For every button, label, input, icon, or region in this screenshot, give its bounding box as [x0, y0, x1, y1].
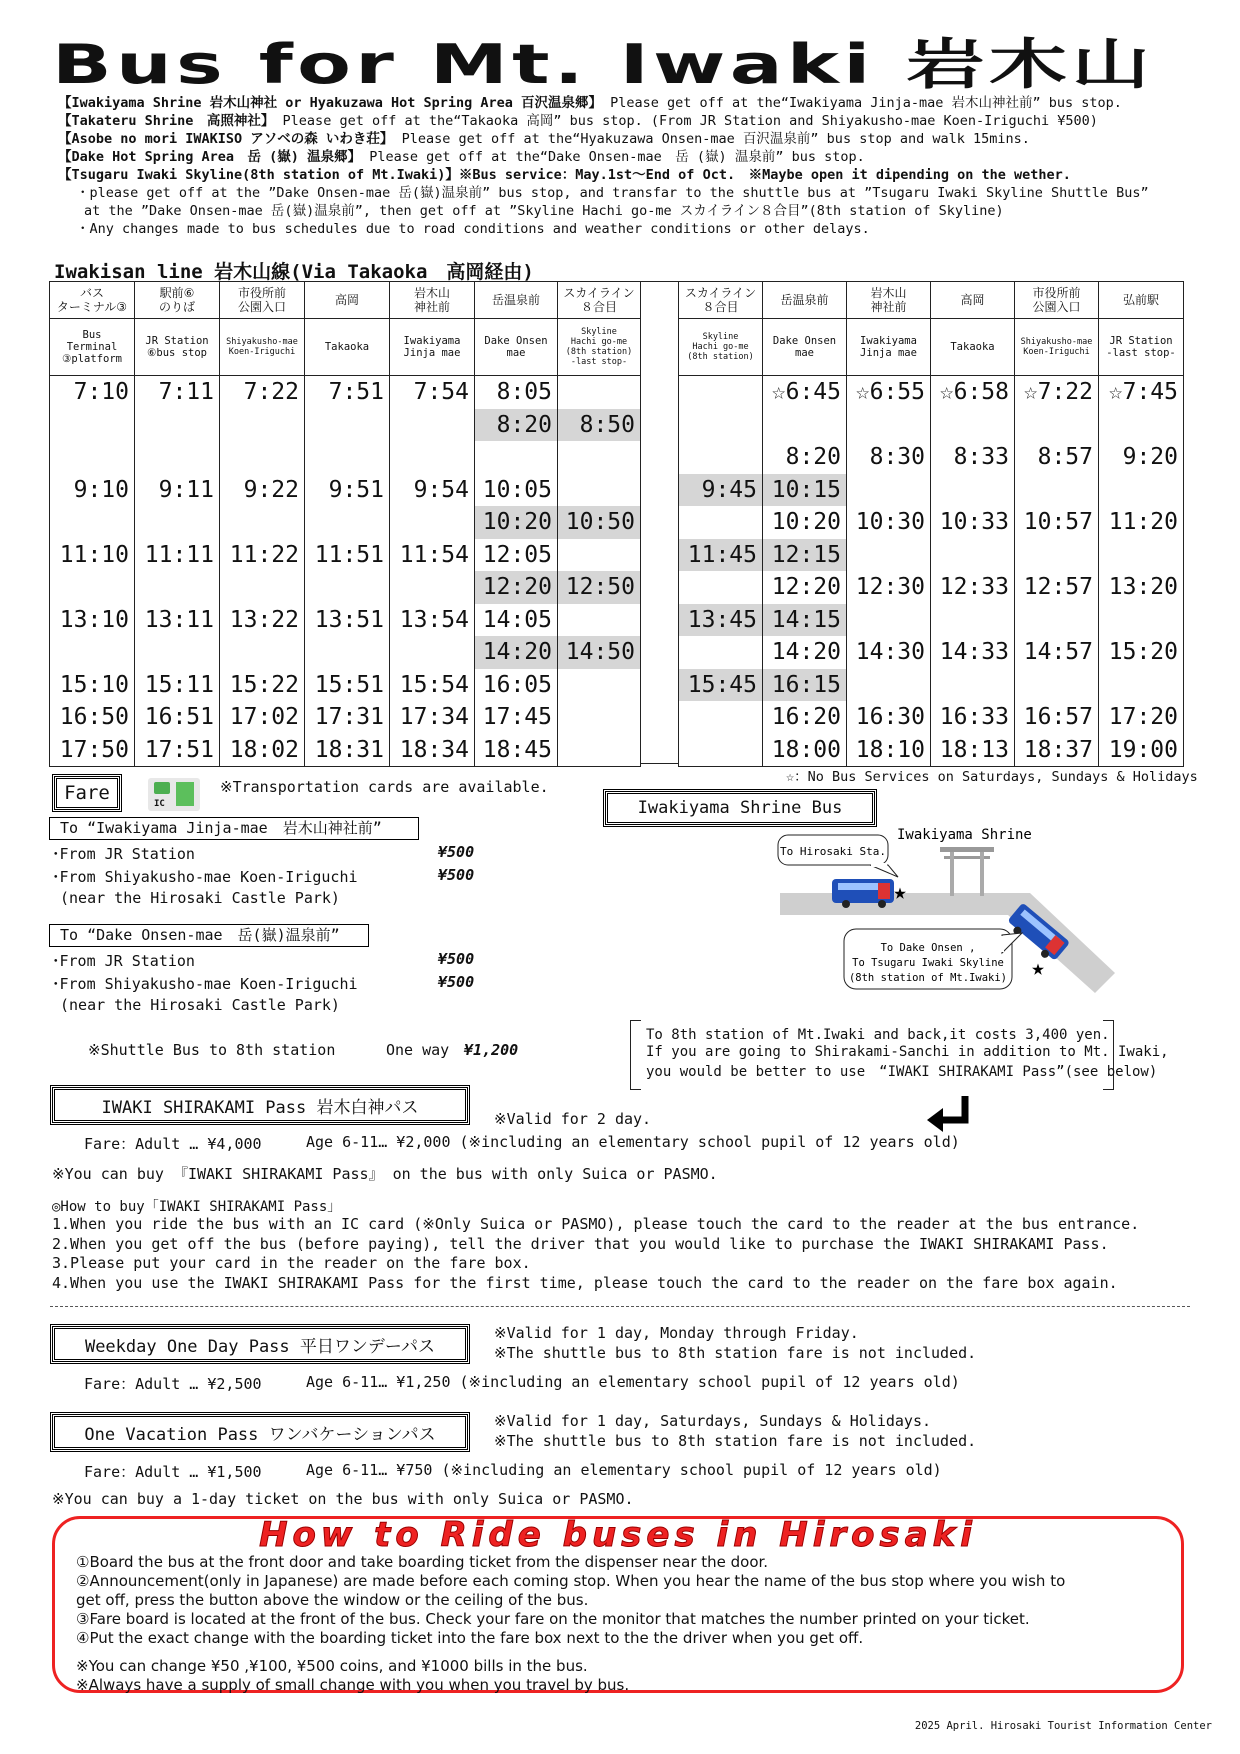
time-cell: 14:33: [931, 636, 1015, 669]
column-header: 高岡: [305, 282, 390, 319]
time-cell: [220, 506, 305, 539]
time-cell: [847, 409, 931, 442]
time-cell: [390, 441, 475, 474]
time-cell: 15:54: [390, 669, 475, 702]
shirakami-pass-title: IWAKI SHIRAKAMI Pass 岩木白神パス: [52, 1087, 468, 1123]
intro-line: at the ”Dake Onsen-mae 岳(嶽)温泉前”, then get off at ”Skyline Hachi go-me スカイライン８合目”(8th station of Skyline): [84, 203, 1004, 219]
time-cell: ☆6:58: [931, 376, 1015, 409]
fare-adult: Fare：Adult … ¥4,000: [84, 1135, 262, 1153]
time-cell: 8:20: [763, 441, 847, 474]
time-cell: 18:45: [475, 734, 558, 767]
eighth-station-note: To 8th station of Mt.Iwaki and back,it costs 3,400 yen. If you are going to Shirakami-Sanchi in addition to Mt. Iwaki, you would be better to use “IWAKI SHIRAKAMI Pass”(see below): [630, 1020, 1114, 1090]
column-header: Skyline Hachi go-me (8th station): [679, 319, 763, 376]
page-title: Bus for Mt. Iwaki 岩木山: [52, 33, 1155, 96]
buy-note: ※You can buy a 1-day ticket on the bus with only Suica or PASMO.: [52, 1490, 634, 1508]
time-cell: [558, 669, 641, 702]
time-cell: [135, 636, 220, 669]
time-cell: [679, 506, 763, 539]
table-row: [50, 376, 641, 409]
time-cell: 17:50: [50, 734, 135, 767]
time-cell: 18:13: [931, 734, 1015, 767]
time-cell: 7:54: [390, 376, 475, 409]
time-cell: 10:57: [1015, 506, 1099, 539]
valid-note: ※Valid for 1 day, Saturdays, Sundays & Holidays.: [494, 1412, 932, 1430]
time-cell: 14:57: [1015, 636, 1099, 669]
time-cell: 17:51: [135, 734, 220, 767]
time-cell: 9:20: [1099, 441, 1184, 474]
column-header: Takaoka: [931, 319, 1015, 376]
time-cell: 16:20: [763, 701, 847, 734]
torii-icon: [940, 847, 994, 896]
time-cell: 18:37: [1015, 734, 1099, 767]
column-header: Shiyakusho-mae Koen-Iriguchi: [220, 319, 305, 376]
time-cell: 13:11: [135, 604, 220, 637]
time-cell: 14:15: [763, 604, 847, 637]
time-cell: 16:15: [763, 669, 847, 702]
time-cell: 16:33: [931, 701, 1015, 734]
howto-buy-step: 3.Please put your card in the reader on the fare box.: [52, 1254, 531, 1272]
time-cell: [50, 441, 135, 474]
column-header: バス ターミナル③: [50, 282, 135, 319]
star-icon: ★: [893, 880, 907, 905]
table-row: [679, 539, 1184, 572]
time-cell: [305, 506, 390, 539]
cards-note: ※Transportation cards are available.: [220, 778, 549, 796]
time-cell: 18:02: [220, 734, 305, 767]
time-cell: [679, 701, 763, 734]
time-cell: [931, 474, 1015, 507]
howto-step: ④Put the exact change with the boarding ticket into the fare box next to the the driver when you get off.: [76, 1629, 864, 1647]
table-row: [679, 409, 1184, 442]
time-cell: [305, 409, 390, 442]
time-cell: 11:20: [1099, 506, 1184, 539]
time-cell: [931, 409, 1015, 442]
time-cell: [135, 409, 220, 442]
table-row: [679, 376, 1184, 409]
price: ¥500: [438, 866, 475, 884]
time-cell: ☆6:45: [763, 376, 847, 409]
footer: 2025 April. Hirosaki Tourist Information Center: [914, 1720, 1212, 1732]
time-cell: [135, 506, 220, 539]
time-cell: [847, 474, 931, 507]
column-header: 市役所前 公園入口: [1015, 282, 1099, 319]
time-cell: [220, 441, 305, 474]
time-cell: 8:05: [475, 376, 558, 409]
time-cell: 18:34: [390, 734, 475, 767]
time-cell: [135, 571, 220, 604]
time-cell: [50, 571, 135, 604]
time-cell: [847, 669, 931, 702]
time-cell: ☆7:45: [1099, 376, 1184, 409]
time-cell: 14:50: [558, 636, 641, 669]
time-cell: [390, 409, 475, 442]
time-cell: 18:00: [763, 734, 847, 767]
time-cell: 9:22: [220, 474, 305, 507]
time-cell: [50, 636, 135, 669]
time-cell: 13:45: [679, 604, 763, 637]
time-cell: 14:20: [475, 636, 558, 669]
table-row: [50, 734, 641, 767]
table-row: [50, 571, 641, 604]
intro-line: ・Any changes made to bus schedules due to road conditions and weather conditions or other delays.: [76, 221, 870, 237]
time-cell: 16:51: [135, 701, 220, 734]
time-cell: 8:33: [931, 441, 1015, 474]
column-header: 市役所前 公園入口: [220, 282, 305, 319]
table-row: [679, 701, 1184, 734]
fare-child: Age 6-11… ¥2,000 (※including an elementary school pupil of 12 years old): [306, 1133, 960, 1151]
howto-step: ①Board the bus at the front door and take boarding ticket from the dispenser near the door.: [76, 1553, 769, 1571]
column-header: 駅前⑥ のりば: [135, 282, 220, 319]
time-cell: 12:50: [558, 571, 641, 604]
table-row: [679, 571, 1184, 604]
column-header: 岩木山 神社前: [847, 282, 931, 319]
column-header: Iwakiyama Jinja mae: [390, 319, 475, 376]
time-cell: 7:22: [220, 376, 305, 409]
time-cell: [1099, 474, 1184, 507]
time-cell: [220, 409, 305, 442]
weekday-pass-title: Weekday One Day Pass 平日ワンデーパス: [52, 1326, 468, 1362]
table-gap: [640, 281, 678, 764]
column-header: 高岡: [931, 282, 1015, 319]
time-cell: [305, 441, 390, 474]
time-cell: 8:20: [475, 409, 558, 442]
time-cell: 10:33: [931, 506, 1015, 539]
column-header: 岳温泉前: [763, 282, 847, 319]
time-cell: [931, 604, 1015, 637]
table-row: [679, 604, 1184, 637]
table-row: [679, 506, 1184, 539]
time-cell: [1099, 669, 1184, 702]
column-header: スカイライン ８合目: [558, 282, 641, 319]
time-cell: [135, 441, 220, 474]
time-cell: 13:10: [50, 604, 135, 637]
time-cell: 16:57: [1015, 701, 1099, 734]
time-cell: 16:05: [475, 669, 558, 702]
time-cell: 8:50: [558, 409, 641, 442]
table-row: [50, 669, 641, 702]
time-cell: [305, 571, 390, 604]
time-cell: [1099, 539, 1184, 572]
howto-note: ※You can change ¥50 ,¥100, ¥500 coins, and ¥1000 bills in the bus.: [76, 1657, 588, 1675]
time-cell: 9:54: [390, 474, 475, 507]
time-cell: [1099, 409, 1184, 442]
fare-child: Age 6-11… ¥750 (※including an elementary school pupil of 12 years old): [306, 1461, 942, 1479]
howto-note: ※Always have a supply of small change with you when you travel by bus.: [76, 1676, 630, 1694]
fare-title: Fare: [54, 776, 120, 810]
time-cell: [931, 539, 1015, 572]
column-header: JR Station -last stop-: [1099, 319, 1184, 376]
column-header: 岩木山 神社前: [390, 282, 475, 319]
shuttle-note: ※The shuttle bus to 8th station fare is not included.: [494, 1432, 977, 1450]
time-cell: [558, 604, 641, 637]
time-cell: [847, 539, 931, 572]
intro-line: 【Tsugaru Iwaki Skyline(8th station of Mt.Iwaki)】※Bus service：May.1st～End of Oct. ※Maybe open it dipending on the wether.: [58, 167, 1071, 183]
vacation-pass-title: One Vacation Pass ワンバケーションパス: [52, 1414, 468, 1450]
column-header: 岳温泉前: [475, 282, 558, 319]
howto-buy-title: ◎How to buy「IWAKI SHIRAKAMI Pass」: [52, 1199, 342, 1215]
time-cell: [679, 571, 763, 604]
line-title: Iwakisan line 岩木山線(Via Takaoka 高岡経由): [54, 261, 534, 283]
time-cell: 17:02: [220, 701, 305, 734]
from-shiyakusho: ･From Shiyakusho-mae Koen-Iriguchi: [52, 868, 358, 886]
star-icon: ★: [1031, 956, 1045, 981]
table-row: [679, 474, 1184, 507]
time-cell: 18:31: [305, 734, 390, 767]
time-cell: 15:45: [679, 669, 763, 702]
time-cell: 11:11: [135, 539, 220, 572]
table-row: [50, 539, 641, 572]
time-cell: 15:51: [305, 669, 390, 702]
table-row: [679, 669, 1184, 702]
time-cell: [763, 409, 847, 442]
table-row: [50, 474, 641, 507]
howto-buy-step: 1.When you ride the bus with an IC card (※Only Suica or PASMO), please touch the card to the reader at the bus entrance.: [52, 1215, 1140, 1233]
shrine-label: Iwakiyama Shrine: [897, 827, 1032, 843]
howto-step: ②Announcement(only in Japanese) are made before each coming stop. When you hear the name of the bus stop where you wish to: [76, 1572, 1066, 1590]
time-cell: 14:05: [475, 604, 558, 637]
near-castle: (near the Hirosaki Castle Park): [60, 996, 340, 1014]
time-cell: 11:22: [220, 539, 305, 572]
intro-line: 【Dake Hot Spring Area 岳 (嶽) 温泉郷】 Please get off at the“Dake Onsen-mae 岳 (嶽) 温泉前” bus stop.: [58, 149, 865, 165]
table-row: [50, 441, 641, 474]
from-jr: ･From JR Station: [52, 845, 195, 863]
time-cell: [679, 734, 763, 767]
time-cell: [50, 506, 135, 539]
shuttle-label: ※Shuttle Bus to 8th station: [88, 1041, 336, 1059]
time-cell: 14:20: [763, 636, 847, 669]
howto-step: ③Fare board is located at the front of the bus. Check your fare on the monitor that matches the number printed on your ticket.: [76, 1610, 1030, 1628]
time-cell: 7:51: [305, 376, 390, 409]
column-header: Bus Terminal ③platform: [50, 319, 135, 376]
to-8th-label: (8th station of Mt.Iwaki): [848, 972, 1008, 984]
time-cell: [1015, 409, 1099, 442]
shrine-bus-map: [770, 825, 1120, 1015]
time-cell: 11:10: [50, 539, 135, 572]
time-cell: 11:51: [305, 539, 390, 572]
to-dake-label: To Dake Onsen ,: [880, 942, 976, 954]
time-cell: 10:20: [763, 506, 847, 539]
price: ¥500: [438, 950, 475, 968]
time-cell: 16:50: [50, 701, 135, 734]
time-cell: [558, 539, 641, 572]
time-cell: 13:20: [1099, 571, 1184, 604]
time-cell: [220, 571, 305, 604]
column-header: 弘前駅: [1099, 282, 1184, 319]
time-cell: 10:15: [763, 474, 847, 507]
time-cell: ☆7:22: [1015, 376, 1099, 409]
time-cell: 15:20: [1099, 636, 1184, 669]
outbound-timetable: [49, 281, 641, 767]
time-cell: [1015, 669, 1099, 702]
time-cell: 11:45: [679, 539, 763, 572]
time-cell: 19:00: [1099, 734, 1184, 767]
price: ¥500: [438, 973, 475, 991]
fare-adult: Fare：Adult … ¥1,500: [84, 1463, 262, 1481]
column-header: Dake Onsen mae: [475, 319, 558, 376]
column-header: Iwakiyama Jinja mae: [847, 319, 931, 376]
time-cell: 13:22: [220, 604, 305, 637]
from-shiyakusho: ･From Shiyakusho-mae Koen-Iriguchi: [52, 975, 358, 993]
valid-note: ※Valid for 1 day, Monday through Friday.: [494, 1324, 859, 1342]
time-cell: 17:34: [390, 701, 475, 734]
time-cell: [475, 441, 558, 474]
column-header: Dake Onsen mae: [763, 319, 847, 376]
time-cell: [558, 701, 641, 734]
time-cell: 9:11: [135, 474, 220, 507]
time-cell: 13:54: [390, 604, 475, 637]
fare-adult: Fare：Adult … ¥2,500: [84, 1375, 262, 1393]
holiday-note: ☆：No Bus Services on Saturdays, Sundays & Holidays: [786, 769, 1198, 785]
table-row: [50, 701, 641, 734]
time-cell: 18:10: [847, 734, 931, 767]
time-cell: [931, 669, 1015, 702]
time-cell: [50, 409, 135, 442]
time-cell: 17:20: [1099, 701, 1184, 734]
column-header: Shiyakusho-mae Koen-Iriguchi: [1015, 319, 1099, 376]
divider: [50, 1306, 1190, 1307]
howto-buy-step: 4.When you use the IWAKI SHIRAKAMI Pass for the first time, please touch the card to the reader on the fare box again.: [52, 1274, 1118, 1292]
to-shrine-label: To “Iwakiyama Jinja-mae 岩木山神社前”: [49, 817, 419, 840]
table-row: [679, 636, 1184, 669]
time-cell: 7:11: [135, 376, 220, 409]
time-cell: 7:10: [50, 376, 135, 409]
shrine-bus-title: Iwakiyama Shrine Bus: [605, 791, 875, 825]
time-cell: 12:30: [847, 571, 931, 604]
time-cell: [390, 506, 475, 539]
table-row: [679, 441, 1184, 474]
time-cell: [1015, 604, 1099, 637]
intro-line: ・please get off at the ”Dake Onsen-mae 岳(嶽)温泉前” bus stop, and transfar to the shuttle bus at ”Tsugaru Iwaki Skyline Shuttle Bus”: [76, 185, 1149, 201]
time-cell: 12:15: [763, 539, 847, 572]
fare-child: Age 6-11… ¥1,250 (※including an elementary school pupil of 12 years old): [306, 1373, 960, 1391]
near-castle: (near the Hirosaki Castle Park): [60, 889, 340, 907]
shuttle-price: ¥1,200: [464, 1041, 519, 1059]
intro-line: 【Takateru Shrine 高照神社】 Please get off at the“Takaoka 高岡” bus stop. (From JR Station and Shiyakusho-mae Koen-Iriguchi ¥500): [58, 113, 1098, 129]
valid-note: ※Valid for 2 day.: [494, 1110, 652, 1128]
how-to-ride-title: How to Ride buses in Hirosaki: [259, 1515, 977, 1555]
table-row: [50, 409, 641, 442]
time-cell: [679, 636, 763, 669]
time-cell: 9:10: [50, 474, 135, 507]
time-cell: 15:11: [135, 669, 220, 702]
time-cell: 10:30: [847, 506, 931, 539]
intro-line: 【Iwakiyama Shrine 岩木山神社 or Hyakuzawa Hot Spring Area 百沢温泉郷】 Please get off at the“Iwakiyama Jinja-mae 岩木山神社前” bus stop.: [58, 95, 1122, 111]
to-hirosaki-label: To Hirosaki Sta.: [780, 845, 886, 858]
howto-step: get off, press the button above the window or the ceiling of the bus.: [76, 1591, 589, 1609]
time-cell: ☆6:55: [847, 376, 931, 409]
ic-card-icon: IC: [148, 778, 200, 811]
time-cell: [220, 636, 305, 669]
one-way: One way: [386, 1041, 450, 1059]
intro-line: 【Asobe no mori IWAKISO アソベの森 いわき荘】 Please get off at the“Hyakuzawa Onsen-mae 百沢温泉前” bus stop and walk 15mins.: [58, 131, 1030, 147]
time-cell: 12:57: [1015, 571, 1099, 604]
time-cell: [679, 441, 763, 474]
time-cell: [305, 636, 390, 669]
time-cell: 10:20: [475, 506, 558, 539]
price: ¥500: [438, 843, 475, 861]
time-cell: 17:45: [475, 701, 558, 734]
buy-note: ※You can buy 『IWAKI SHIRAKAMI Pass』 on the bus with only Suica or PASMO.: [52, 1165, 718, 1183]
time-cell: 10:50: [558, 506, 641, 539]
time-cell: [847, 604, 931, 637]
time-cell: [558, 441, 641, 474]
time-cell: [390, 636, 475, 669]
table-row: [50, 506, 641, 539]
time-cell: 15:22: [220, 669, 305, 702]
time-cell: 14:30: [847, 636, 931, 669]
time-cell: 12:20: [475, 571, 558, 604]
time-cell: 17:31: [305, 701, 390, 734]
time-cell: [558, 734, 641, 767]
time-cell: [558, 376, 641, 409]
time-cell: [390, 571, 475, 604]
to-dake-label: To “Dake Onsen-mae 岳(嶽)温泉前”: [49, 924, 369, 947]
column-header: スカイライン ８合目: [679, 282, 763, 319]
time-cell: [1015, 474, 1099, 507]
table-row: [679, 734, 1184, 767]
time-cell: 12:20: [763, 571, 847, 604]
time-cell: [679, 376, 763, 409]
column-header: Takaoka: [305, 319, 390, 376]
time-cell: [558, 474, 641, 507]
time-cell: 8:57: [1015, 441, 1099, 474]
time-cell: 12:05: [475, 539, 558, 572]
time-cell: 15:10: [50, 669, 135, 702]
time-cell: 12:33: [931, 571, 1015, 604]
table-row: [50, 604, 641, 637]
time-cell: 11:54: [390, 539, 475, 572]
time-cell: 16:30: [847, 701, 931, 734]
time-cell: 10:05: [475, 474, 558, 507]
table-row: [50, 636, 641, 669]
time-cell: 8:30: [847, 441, 931, 474]
time-cell: 13:51: [305, 604, 390, 637]
time-cell: [1015, 539, 1099, 572]
time-cell: [679, 409, 763, 442]
time-cell: [1099, 604, 1184, 637]
shuttle-note: ※The shuttle bus to 8th station fare is not included.: [494, 1344, 977, 1362]
from-jr: ･From JR Station: [52, 952, 195, 970]
time-cell: 9:45: [679, 474, 763, 507]
arrow-down-left-icon: [925, 1094, 973, 1134]
inbound-timetable: [678, 281, 1184, 767]
time-cell: 9:51: [305, 474, 390, 507]
column-header: JR Station ⑥bus stop: [135, 319, 220, 376]
howto-buy-step: 2.When you get off the bus (before paying), tell the driver that you would like to purchase the IWAKI SHIRAKAMI Pass.: [52, 1235, 1109, 1253]
column-header: Skyline Hachi go-me (8th station) -last stop-: [558, 319, 641, 376]
to-skyline-label: To Tsugaru Iwaki Skyline: [852, 957, 1004, 969]
